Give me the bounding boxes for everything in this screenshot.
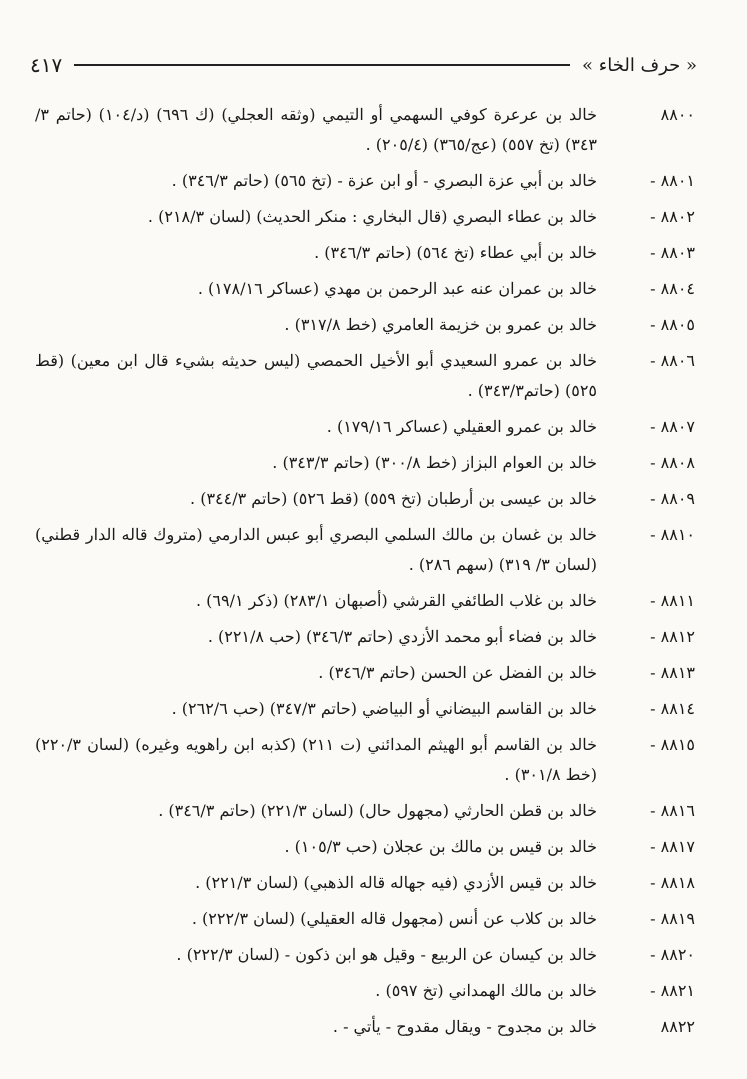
entry-row (35, 202, 695, 232)
entry-row (35, 976, 695, 1006)
entry-text: خالد بن كيسان عن الربيع - وقيل هو ابن ذكون - (لسان ٢٢٢/٣) . (176, 945, 597, 964)
entry-number: ٨٨٢٢ (660, 1017, 695, 1036)
entry-row (35, 868, 695, 898)
header-rule (74, 64, 570, 66)
chapter-title: « حرف الخاء » (582, 54, 697, 76)
entry-text: خالد بن فضاء أبو محمد الأزدي (حاتم ٣٤٦/٣) (حب ٢٢١/٨) . (207, 627, 597, 646)
page-number: ٤١٧ (30, 53, 63, 77)
entry-number: ٨٨١٤ - (650, 699, 695, 718)
entry-row (35, 166, 695, 196)
entry-row (35, 100, 695, 160)
entry-number: ٨٨١٨ - (650, 873, 695, 892)
entry-row (35, 586, 695, 616)
entry-row (35, 274, 695, 304)
entry-number: ٨٨٢١ - (650, 981, 695, 1000)
entries-list (35, 100, 695, 1048)
entry-text: خالد بن قطن الحارثي (مجهول حال) (لسان ٢٢١/٣) (حاتم ٣٤٦/٣) . (158, 801, 597, 820)
entry-row (35, 622, 695, 652)
entry-row (35, 658, 695, 688)
entry-text: خالد بن كلاب عن أنس (مجهول قاله العقيلي) (لسان ٢٢٢/٣) . (191, 909, 597, 928)
entry-text: خالد بن غسان بن مالك السلمي البصري أبو عبس الدارمي (متروك قاله الدار قطني) (لسان ٣/ ٣١٩) (سهم ٢٨٦) . (35, 525, 597, 574)
entry-text: خالد بن القاسم أبو الهيثم المدائني (ت ٢١١) (كذبه ابن راهويه وغيره) (لسان ٢٢٠/٣) (خط ٣٠١/٨) . (35, 735, 597, 784)
entry-row (35, 238, 695, 268)
entry-row (35, 520, 695, 580)
entry-text: خالد بن مالك الهمداني (تخ ٥٩٧) . (375, 981, 597, 1000)
entry-text: خالد بن غلاب الطائفي القرشي (أصبهان ٢٨٣/١) (ذكر ٦٩/١) . (195, 591, 597, 610)
entry-number: ٨٨٠٦ - (650, 351, 695, 370)
entry-row (35, 694, 695, 724)
entry-text: خالد بن عمرو السعيدي أبو الأخيل الحمصي (ليس حديثه بشيء قال ابن معين) (قط ٥٢٥) (حاتم٣٤٣/٣) . (35, 351, 597, 400)
entry-number: ٨٨٠٩ - (650, 489, 695, 508)
entry-text: خالد بن عطاء البصري (قال البخاري : منكر الحديث) (لسان ٢١٨/٣) . (147, 207, 597, 226)
entry-number: ٨٨٠٨ - (650, 453, 695, 472)
entry-number: ٨٨١٦ - (650, 801, 695, 820)
entry-text: خالد بن قيس الأزدي (فيه جهاله قاله الذهبي) (لسان ٢٢١/٣) . (195, 873, 597, 892)
entry-number: ٨٨٠٣ - (650, 243, 695, 262)
entry-text: خالد بن أبي عزة البصري - أو ابن عزة - (تخ ٥٦٥) (حاتم ٣٤٦/٣) . (171, 171, 597, 190)
entry-number: ٨٨١٣ - (650, 663, 695, 682)
entry-number: ٨٨١٠ - (650, 525, 695, 544)
entry-row (35, 1012, 695, 1042)
entry-number: ٨٨٠٢ - (650, 207, 695, 226)
entry-text: خالد بن عيسى بن أرطبان (تخ ٥٥٩) (قط ٥٢٦) (حاتم ٣٤٤/٣) . (190, 489, 597, 508)
entry-text: خالد بن قيس بن مالك بن عجلان (حب ١٠٥/٣) . (284, 837, 597, 856)
entry-number: ٨٨١٢ - (650, 627, 695, 646)
entry-text: خالد بن عمرو بن خزيمة العامري (خط ٣١٧/٨) . (284, 315, 597, 334)
entry-row (35, 412, 695, 442)
entry-row (35, 832, 695, 862)
entry-number: ٨٨٠٠ (660, 105, 695, 124)
entry-number: ٨٨٠١ - (650, 171, 695, 190)
entry-number: ٨٨١٩ - (650, 909, 695, 928)
entry-text: خالد بن القاسم البيضاني أو البياضي (حاتم ٣٤٧/٣) (حب ٢٦٢/٦) . (171, 699, 597, 718)
entry-number: ٨٨١١ - (650, 591, 695, 610)
entry-text: خالد بن العوام البزاز (خط ٣٠٠/٨) (حاتم ٣٤٣/٣) . (272, 453, 597, 472)
entry-row (35, 448, 695, 478)
entry-text: خالد بن مجدوح - ويقال مقدوح - يأتي - . (332, 1017, 597, 1036)
entry-number: ٨٨٢٠ - (650, 945, 695, 964)
entry-number: ٨٨٠٧ - (650, 417, 695, 436)
entry-row (35, 310, 695, 340)
entry-row (35, 940, 695, 970)
entry-number: ٨٨١٥ - (650, 735, 695, 754)
entry-text: خالد بن عمران عنه عبد الرحمن بن مهدي (عساكر ١٧٨/١٦) . (197, 279, 597, 298)
page-header (30, 50, 697, 80)
entry-text: خالد بن أبي عطاء (تخ ٥٦٤) (حاتم ٣٤٦/٣) . (314, 243, 597, 262)
entry-row (35, 346, 695, 406)
entry-text: خالد بن عمرو العقيلي (عساكر ١٧٩/١٦) . (326, 417, 597, 436)
entry-text: خالد بن الفضل عن الحسن (حاتم ٣٤٦/٣) . (318, 663, 597, 682)
entry-row (35, 730, 695, 790)
entry-row (35, 796, 695, 826)
entry-number: ٨٨٠٤ - (650, 279, 695, 298)
entry-row (35, 904, 695, 934)
entry-text: خالد بن عرعرة كوفي السهمي أو التيمي (وثقه العجلي) (ك ٦٩٦) (د/١٠٤) (حاتم ٣/ ٣٤٣) (تخ ٥٥٧) (عج/٣٦٥) (٢٠٥/٤) . (35, 105, 597, 154)
entry-number: ٨٨٠٥ - (650, 315, 695, 334)
entry-row (35, 484, 695, 514)
entry-number: ٨٨١٧ - (650, 837, 695, 856)
